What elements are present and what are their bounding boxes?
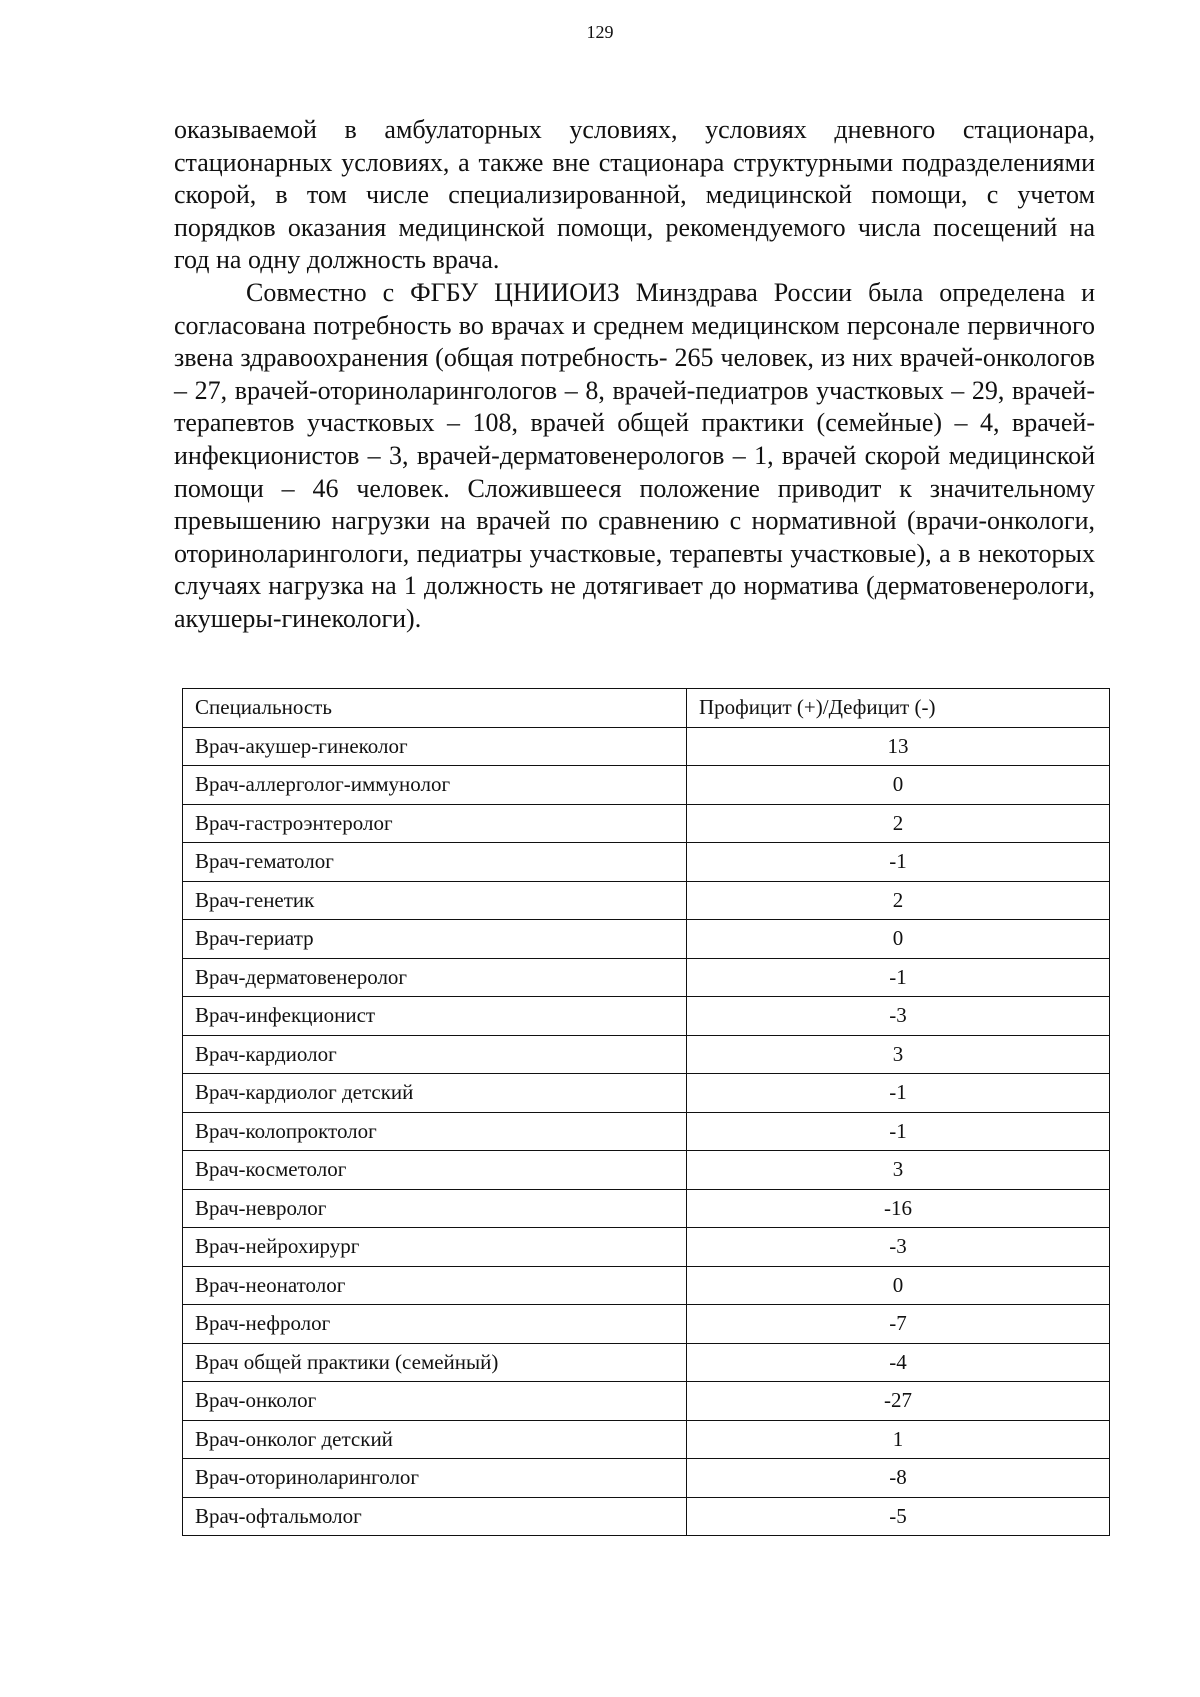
balance-cell: -1 (687, 958, 1110, 997)
specialty-cell: Врач-онколог детский (183, 1420, 687, 1459)
specialty-cell: Врач-косметолог (183, 1151, 687, 1190)
specialty-cell: Врач-офтальмолог (183, 1497, 687, 1536)
balance-cell: 3 (687, 1151, 1110, 1190)
specialty-cell: Врач-инфекционист (183, 997, 687, 1036)
table-row (183, 1035, 1110, 1074)
balance-cell: -1 (687, 1112, 1110, 1151)
specialty-cell: Врач-кардиолог (183, 1035, 687, 1074)
table-row (183, 1305, 1110, 1344)
balance-cell: -5 (687, 1497, 1110, 1536)
header-surplus-deficit: Профицит (+)/Дефицит (-) (687, 689, 1110, 728)
specialty-cell: Врач-неонатолог (183, 1266, 687, 1305)
paragraph-staffing-needs: Совместно с ФГБУ ЦНИИОИЗ Минздрава России была определена и согласована потребность во врачах и среднем медицинском персонале первичного звена здравоохранения (общая потребность- 265 человек, из них врачей-онкологов – 27, врачей-оториноларингологов – 8, врачей-педиатров участковых – 29, врачей-терапевтов участковых – 108, врачей общей практики (семейные) – 4, врачей-инфекционистов – 3, врачей-дерматовенерологов – 1, врачей скорой медицинской помощи – 46 человек. Сложившееся положение приводит к значительному превышению нагрузки на врачей по сравнению с нормативной (врачи-онкологи, оториноларингологи, педиатры участковые, терапевты участковые), а в некоторых случаях нагрузка на 1 должность не дотягивает до норматива (дерматовенерологи, акушеры-гинекологи). (174, 277, 1095, 633)
specialty-cell: Врач-колопроктолог (183, 1112, 687, 1151)
specialty-cell: Врач-невролог (183, 1189, 687, 1228)
balance-cell: 1 (687, 1420, 1110, 1459)
specialty-cell: Врач-нейрохирург (183, 1228, 687, 1267)
table-row (183, 997, 1110, 1036)
balance-cell: 13 (687, 727, 1110, 766)
table-header-row (183, 689, 1110, 728)
balance-cell: -1 (687, 843, 1110, 882)
balance-cell: 0 (687, 766, 1110, 805)
specialty-cell: Врач-дерматовенеролог (183, 958, 687, 997)
balance-cell: -1 (687, 1074, 1110, 1113)
balance-cell: -8 (687, 1459, 1110, 1498)
table-row (183, 920, 1110, 959)
specialty-cell: Врач-гериатр (183, 920, 687, 959)
table-row (183, 766, 1110, 805)
table-row (183, 1074, 1110, 1113)
table-row (183, 1151, 1110, 1190)
header-specialty: Специальность (183, 689, 687, 728)
balance-cell: -4 (687, 1343, 1110, 1382)
table-row (183, 1382, 1110, 1421)
specialty-cell: Врач-генетик (183, 881, 687, 920)
table-row (183, 1228, 1110, 1267)
table-row (183, 958, 1110, 997)
table-row (183, 843, 1110, 882)
balance-cell: 0 (687, 920, 1110, 959)
page-number: 129 (586, 22, 614, 42)
specialty-cell: Врач-оториноларинголог (183, 1459, 687, 1498)
specialty-cell: Врач-акушер-гинеколог (183, 727, 687, 766)
table-row (183, 1459, 1110, 1498)
table-row (183, 1189, 1110, 1228)
balance-cell: 3 (687, 1035, 1110, 1074)
balance-cell: 0 (687, 1266, 1110, 1305)
body-text (174, 114, 1095, 636)
balance-cell: -27 (687, 1382, 1110, 1421)
table-row (183, 727, 1110, 766)
table-row (183, 804, 1110, 843)
balance-cell: 2 (687, 881, 1110, 920)
balance-cell: -3 (687, 1228, 1110, 1267)
balance-cell: -7 (687, 1305, 1110, 1344)
specialty-balance-table (182, 688, 1110, 1536)
specialty-cell: Врач-кардиолог детский (183, 1074, 687, 1113)
specialty-cell: Врач общей практики (семейный) (183, 1343, 687, 1382)
table-row (183, 1112, 1110, 1151)
paragraph-continuation: оказываемой в амбулаторных условиях, условиях дневного стационара, стационарных условиях, а также вне стационара структурными подразделениями скорой, в том числе специализированной, медицинской помощи, с учетом порядков оказания медицинской помощи, рекомендуемого числа посещений на год на одну должность врача. (174, 115, 1095, 275)
table-row (183, 1497, 1110, 1536)
specialty-cell: Врач-гастроэнтеролог (183, 804, 687, 843)
table-row (183, 1420, 1110, 1459)
table-row (183, 1343, 1110, 1382)
specialty-cell: Врач-гематолог (183, 843, 687, 882)
specialty-cell: Врач-аллерголог-иммунолог (183, 766, 687, 805)
table-row (183, 1266, 1110, 1305)
balance-cell: 2 (687, 804, 1110, 843)
specialty-cell: Врач-нефролог (183, 1305, 687, 1344)
balance-cell: -3 (687, 997, 1110, 1036)
table-row (183, 881, 1110, 920)
balance-cell: -16 (687, 1189, 1110, 1228)
specialty-cell: Врач-онколог (183, 1382, 687, 1421)
